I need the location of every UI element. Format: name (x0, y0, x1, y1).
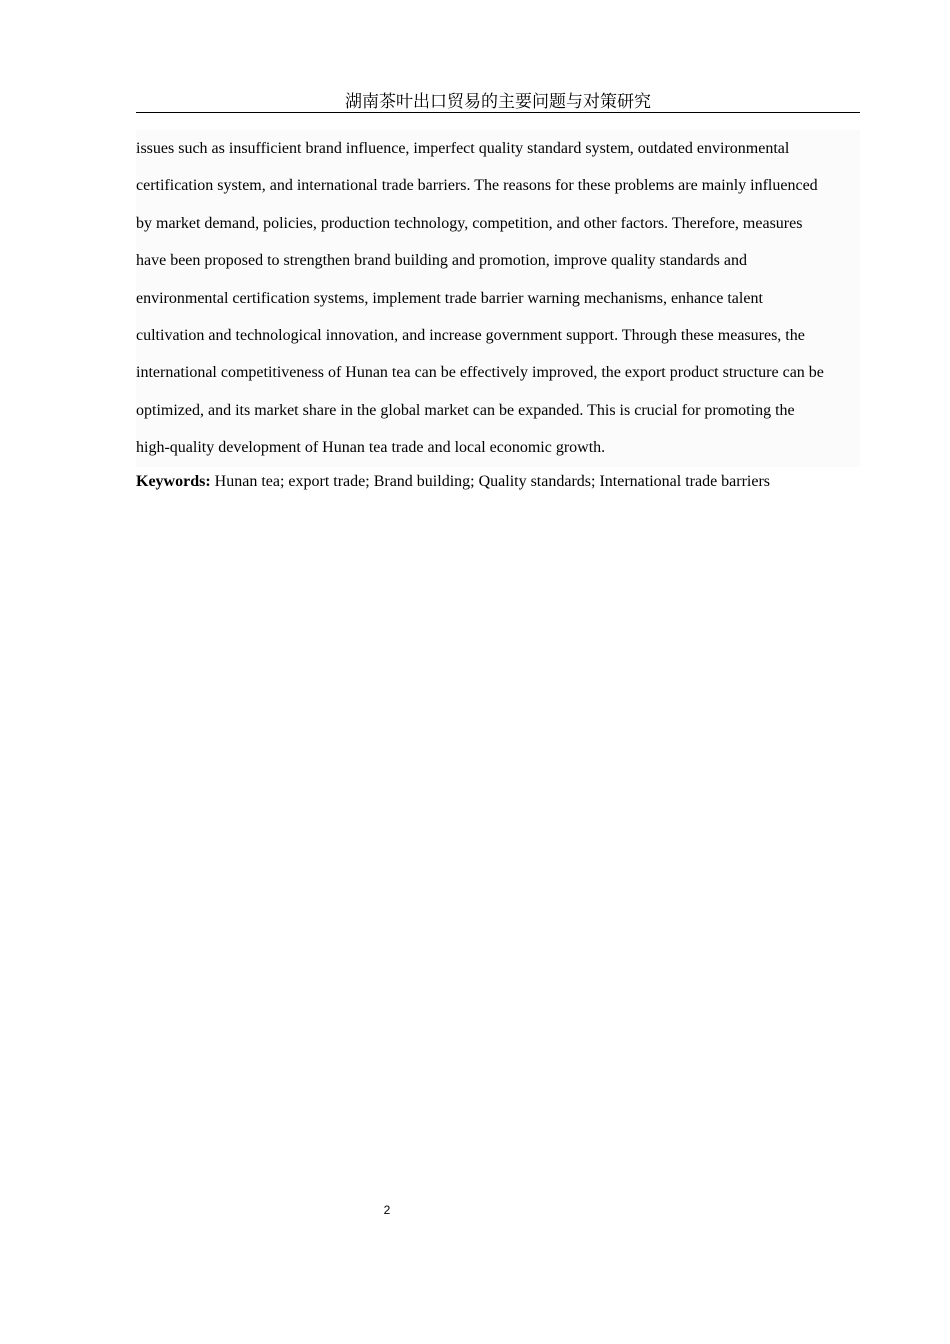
abstract-line: by market demand, policies, production technology, competition, and other factors. Therefore, measures (136, 214, 803, 232)
page-number: 2 (383, 1203, 391, 1217)
abstract-line: issues such as insufficient brand influence, imperfect quality standard system, outdated environmental (136, 140, 790, 157)
abstract-line: international competitiveness of Hunan tea can be effectively improved, the export product structure can be (136, 364, 824, 382)
abstract-body (136, 130, 860, 467)
keywords-text: Hunan tea; export trade; Brand building; Quality standards; International trade barriers (210, 473, 771, 490)
running-header: 湖南茶叶出口贸易的主要问题与对策研究 (136, 90, 860, 113)
abstract-line: environmental certification systems, implement trade barrier warning mechanisms, enhance talent (136, 289, 763, 307)
abstract-line: have been proposed to strengthen brand building and promotion, improve quality standards and (136, 252, 747, 270)
keywords-line (136, 470, 860, 494)
abstract-line: certification system, and international trade barriers. The reasons for these problems are mainly influenced (136, 177, 818, 195)
abstract-line: cultivation and technological innovation, and increase government support. Through these measures, the (136, 326, 805, 344)
abstract-line: optimized, and its market share in the global market can be expanded. This is crucial for promoting the (136, 401, 795, 419)
abstract-line: high-quality development of Hunan tea trade and local economic growth. (136, 439, 606, 457)
keywords-label: Keywords: (136, 473, 211, 490)
